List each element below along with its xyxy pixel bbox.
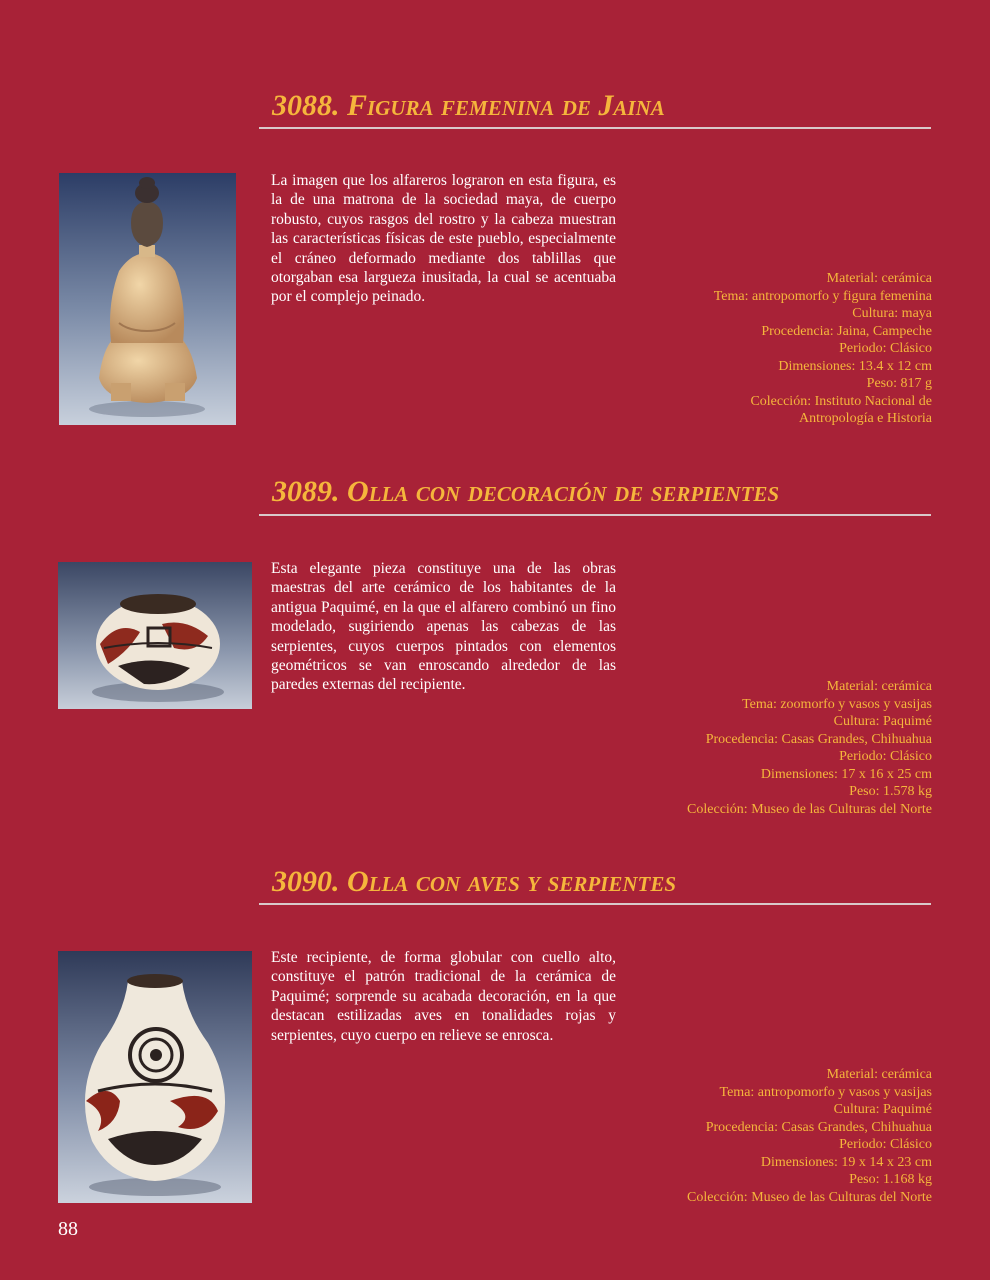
meta-tema: Tema: antropomorfo y vasos y vasijas bbox=[719, 1084, 932, 1100]
meta-peso: Peso: 817 g bbox=[866, 376, 932, 391]
meta-cultura: Cultura: Paquimé bbox=[833, 714, 932, 729]
entry-description: Este recipiente, de forma globular con cuello alto, constituye el patrón tradicional de la cerámica de Paquimé; sorprende su acabada decoración, en la que destacan estilizadas aves en tonalidades rojas y serpientes, cuyo cuerpo en relieve se enrosca. bbox=[271, 949, 616, 1044]
entry-number: 3088. bbox=[272, 89, 340, 122]
entry-number: 3089. bbox=[272, 475, 340, 508]
entry-number: 3090. bbox=[272, 865, 340, 898]
meta-cultura: Cultura: Paquimé bbox=[833, 1102, 932, 1117]
meta-coleccion: Colección: Instituto Nacional de bbox=[750, 393, 932, 409]
photo-olla-serpientes bbox=[58, 562, 252, 709]
entry-title bbox=[272, 88, 665, 124]
meta-dimensiones: Dimensiones: 13.4 x 12 cm bbox=[778, 358, 932, 374]
entry-metadata bbox=[612, 1066, 932, 1206]
meta-periodo: Periodo: Clásico bbox=[839, 341, 932, 356]
meta-procedencia: Procedencia: Casas Grandes, Chihuahua bbox=[705, 1119, 932, 1135]
meta-dimensiones: Dimensiones: 19 x 14 x 23 cm bbox=[760, 1154, 932, 1170]
meta-peso: Peso: 1.168 kg bbox=[849, 1172, 932, 1187]
meta-cultura: Cultura: maya bbox=[852, 306, 932, 321]
meta-peso: Peso: 1.578 kg bbox=[849, 784, 932, 799]
meta-material: Material: cerámica bbox=[826, 679, 932, 694]
meta-coleccion-cont: Antropología e Historia bbox=[799, 411, 932, 426]
meta-periodo: Periodo: Clásico bbox=[839, 749, 932, 764]
photo-figura-femenina bbox=[59, 173, 236, 425]
entry-metadata bbox=[612, 270, 932, 428]
meta-dimensiones: Dimensiones: 17 x 16 x 25 cm bbox=[760, 766, 932, 782]
entry-title bbox=[272, 864, 676, 900]
entry-metadata bbox=[612, 678, 932, 818]
entry-title-text: Olla con aves y serpientes bbox=[347, 865, 677, 898]
meta-material: Material: cerámica bbox=[826, 271, 932, 286]
title-divider bbox=[259, 127, 931, 129]
entry-description: La imagen que los alfareros lograron en esta figura, es la de una matrona de la sociedad maya, de cuerpo robusto, cuyos rasgos del rostro y la cabeza muestran las características físicas de este pueblo, especialmente el cráneo deformado mediante dos tablillas que otorgaban esa largueza inusitada, la cual se acentuaba por el complejo peinado. bbox=[271, 172, 616, 306]
title-divider bbox=[259, 514, 931, 516]
entry-title-text: Figura femenina de Jaina bbox=[347, 89, 665, 122]
meta-periodo: Periodo: Clásico bbox=[839, 1137, 932, 1152]
meta-procedencia: Procedencia: Casas Grandes, Chihuahua bbox=[705, 731, 932, 747]
meta-tema: Tema: antropomorfo y figura femenina bbox=[713, 288, 932, 304]
photo-olla-aves bbox=[58, 951, 252, 1203]
meta-material: Material: cerámica bbox=[826, 1067, 932, 1082]
meta-tema: Tema: zoomorfo y vasos y vasijas bbox=[742, 696, 932, 712]
entry-title bbox=[272, 474, 779, 510]
meta-coleccion: Colección: Museo de las Culturas del Norte bbox=[687, 1189, 932, 1205]
entry-description: Esta elegante pieza constituye una de las obras maestras del arte cerámico de los habitantes de la antigua Paquimé, en la que el alfarero combinó un fino modelado, sugiriendo apenas las cabezas de las serpientes, cuyos cuerpos pintados con elementos geométricos se van enroscando alrededor de las paredes externas del recipiente. bbox=[271, 560, 616, 694]
meta-procedencia: Procedencia: Jaina, Campeche bbox=[761, 323, 932, 339]
meta-coleccion: Colección: Museo de las Culturas del Norte bbox=[687, 801, 932, 817]
entry-title-text: Olla con decoración de serpientes bbox=[347, 475, 780, 508]
page-number: 88 bbox=[58, 1218, 78, 1240]
title-divider bbox=[259, 903, 931, 905]
